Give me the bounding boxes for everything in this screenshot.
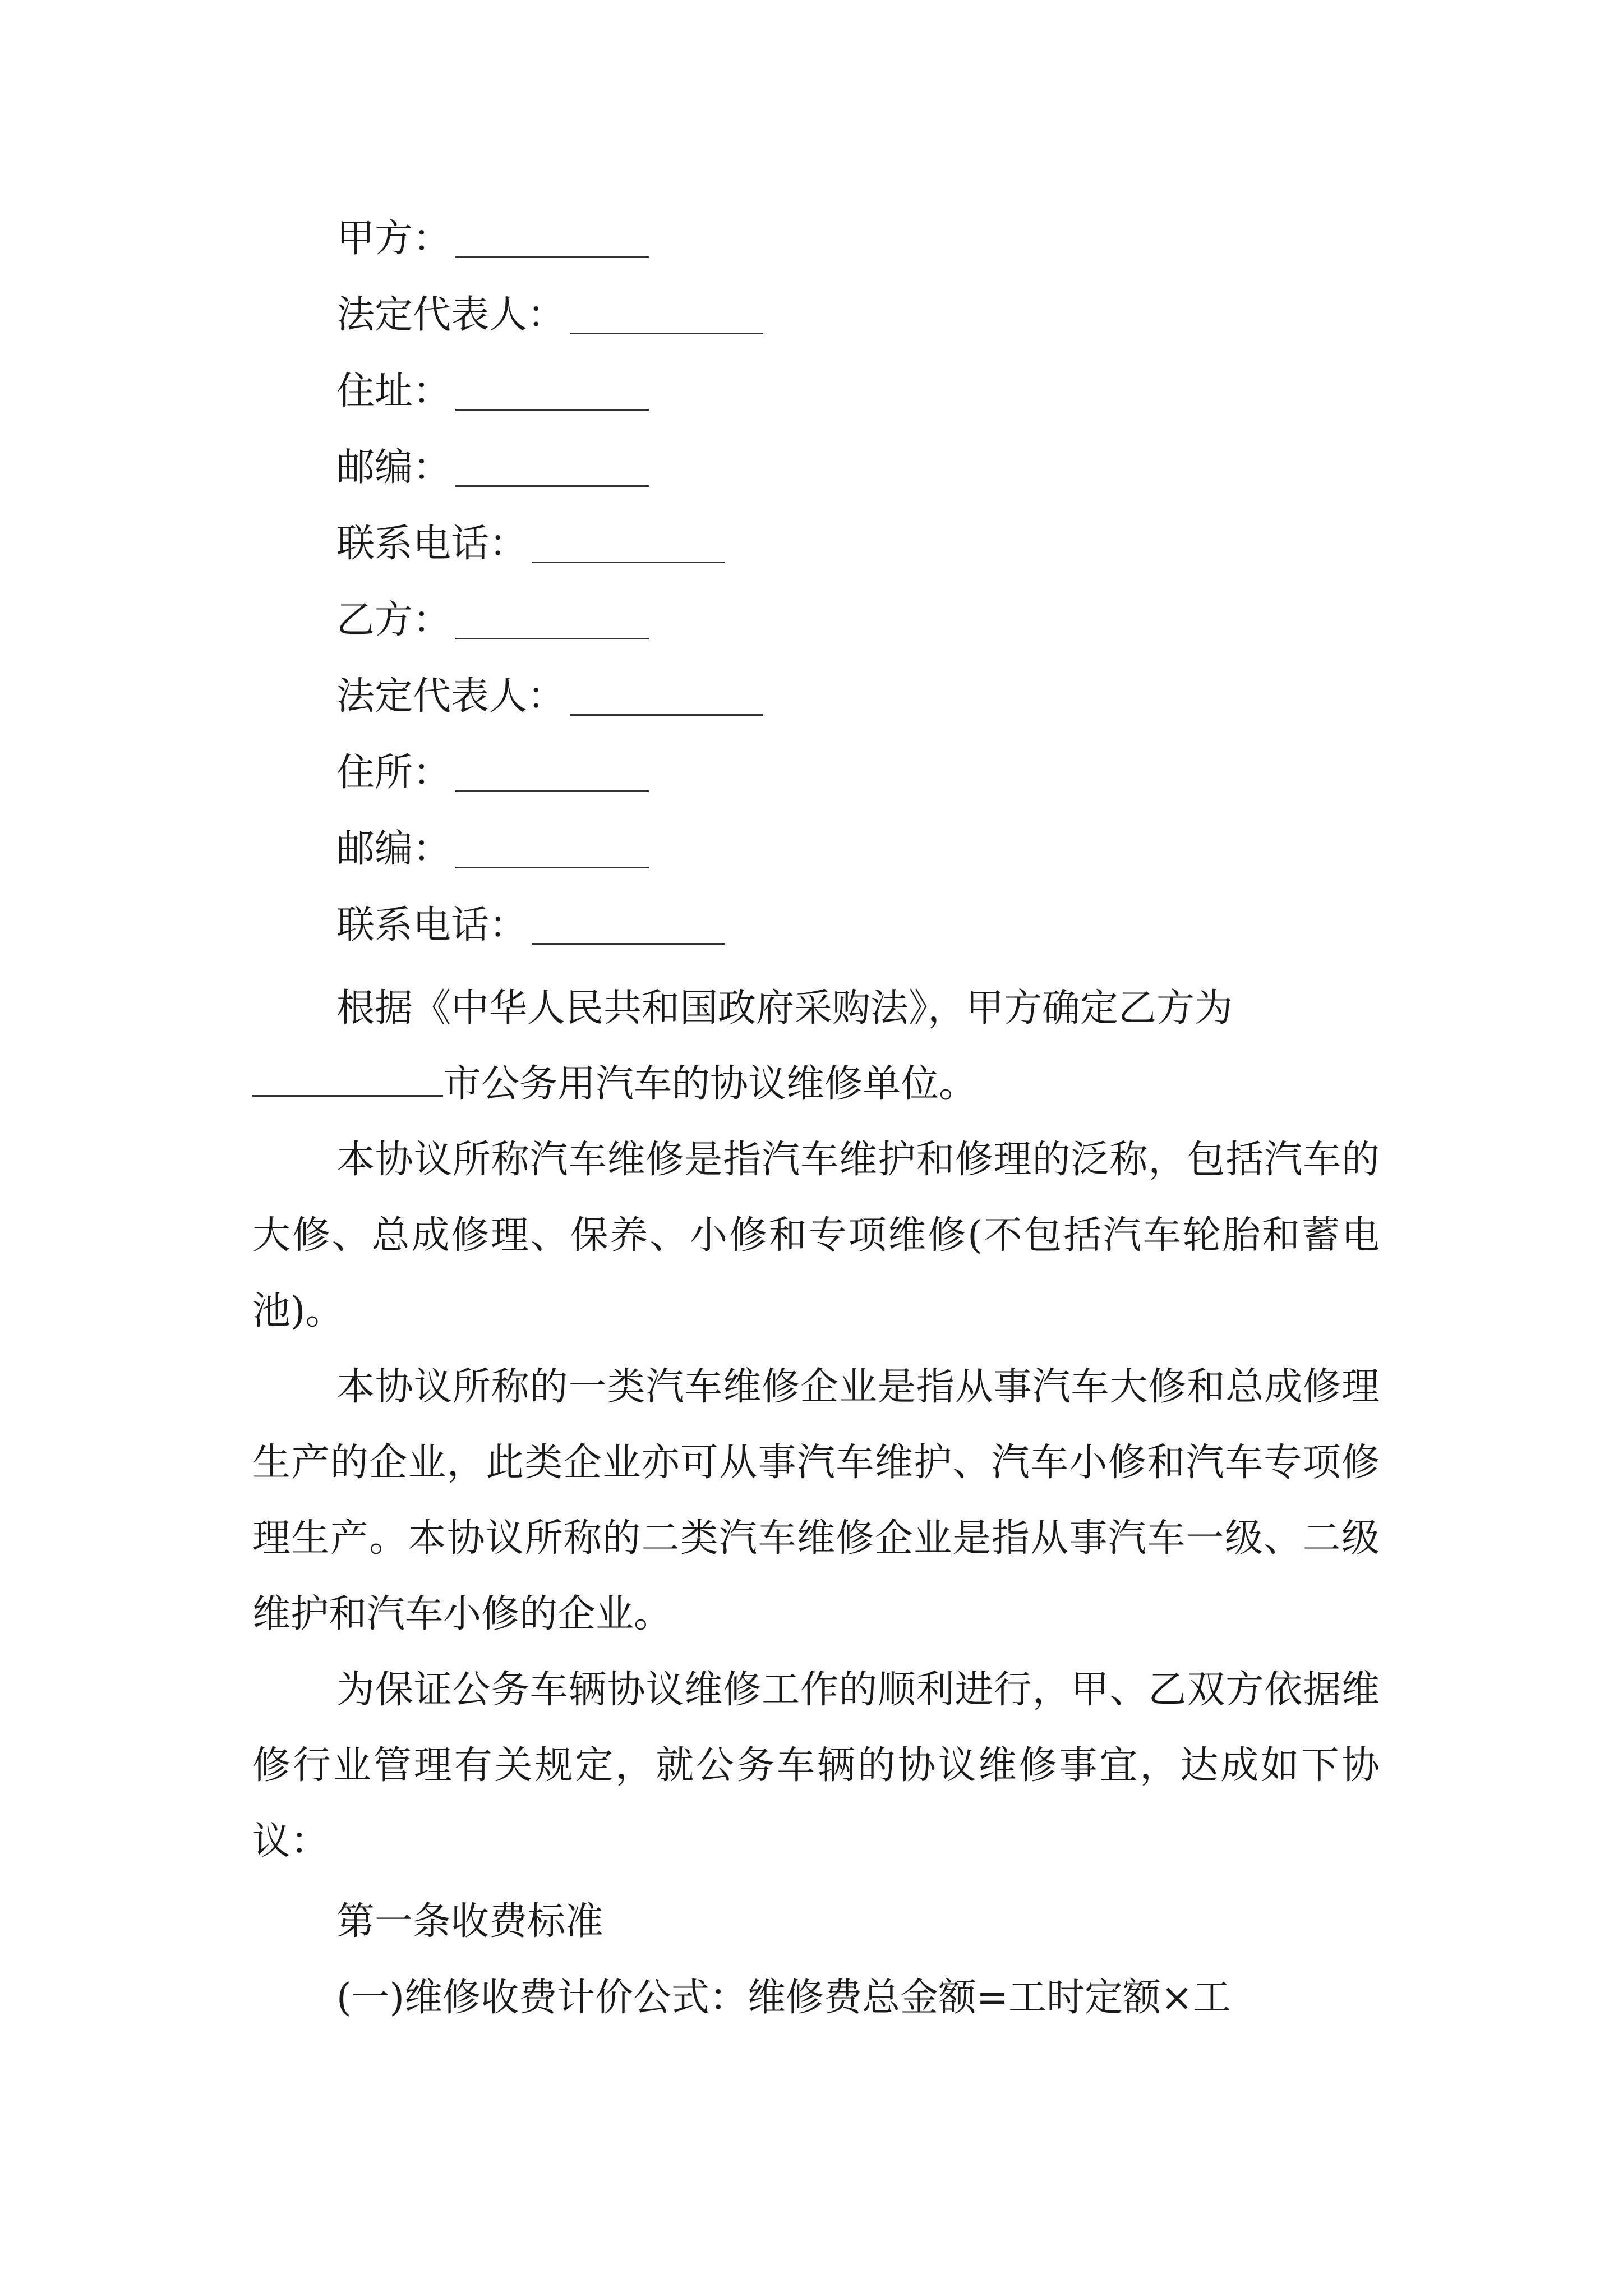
paragraph-definition-repair: 本协议所称汽车维修是指汽车维护和修理的泛称，包括汽车的大修、总成修理、保养、小修和专项维修(不包括汽车轮胎和蓄电池)。	[252, 1138, 1380, 1333]
party-b-field	[336, 598, 649, 646]
party-b-rep-blank[interactable]	[570, 679, 763, 716]
article-1-item-1: (一)维修收费计价公式：维修费总金额=工时定额×工	[336, 1976, 1232, 2020]
party-a-postcode-field	[336, 445, 649, 494]
paragraph-definition-enterprise: 本协议所称的一类汽车维修企业是指从事汽车大修和总成修理生产的企业，此类企业亦可从事汽车维护、汽车小修和汽车专项修理生产。本协议所称的二类汽车维修企业是指从事汽车一级、二级维护和汽车小修的企业。	[252, 1365, 1380, 1636]
party-b-postcode-blank[interactable]	[455, 832, 649, 868]
party-b-label: 乙方：	[336, 598, 451, 642]
party-b-rep-field	[336, 674, 763, 723]
party-a-rep-blank[interactable]	[570, 298, 763, 334]
party-b-postcode-field	[336, 827, 649, 875]
party-a-field	[336, 217, 649, 265]
party-b-blank[interactable]	[455, 603, 649, 639]
party-b-phone-label: 联系电话：	[336, 903, 528, 947]
city-blank[interactable]	[252, 1061, 443, 1097]
party-a-blank[interactable]	[455, 222, 649, 258]
party-a-phone-blank[interactable]	[532, 527, 725, 563]
paragraph-appointment-cont	[252, 1046, 1380, 1122]
party-a-rep-label: 法定代表人：	[336, 293, 566, 337]
party-b-address-field	[336, 751, 649, 799]
article-1-title: 第一条收费标准	[336, 1899, 604, 1944]
party-b-rep-label: 法定代表人：	[336, 674, 566, 719]
party-a-phone-field	[336, 522, 725, 570]
party-b-phone-field	[336, 903, 725, 951]
party-b-address-blank[interactable]	[455, 756, 649, 792]
party-a-postcode-label: 邮编：	[336, 445, 451, 490]
party-a-address-label: 住址：	[336, 369, 451, 413]
party-a-address-field	[336, 369, 649, 417]
party-a-rep-field	[336, 293, 763, 341]
party-b-postcode-label: 邮编：	[336, 827, 451, 871]
paragraph-appointment	[252, 970, 1380, 1046]
party-a-label: 甲方：	[336, 217, 451, 261]
party-a-address-blank[interactable]	[455, 374, 649, 411]
paragraph-appointment-line2: 市公务用汽车的协议维修单位。	[443, 1062, 978, 1106]
party-b-phone-blank[interactable]	[532, 908, 725, 945]
paragraph-purpose: 为保证公务车辆协议维修工作的顺利进行，甲、乙双方依据维修行业管理有关规定，就公务车辆的协议维修事宜，达成如下协议：	[252, 1668, 1380, 1864]
party-a-phone-label: 联系电话：	[336, 522, 528, 566]
paragraph-appointment-line1: 根据《中华人民共和国政府采购法》，甲方确定乙方为	[336, 986, 1233, 1030]
party-b-address-label: 住所：	[336, 751, 451, 795]
party-a-postcode-blank[interactable]	[455, 450, 649, 487]
